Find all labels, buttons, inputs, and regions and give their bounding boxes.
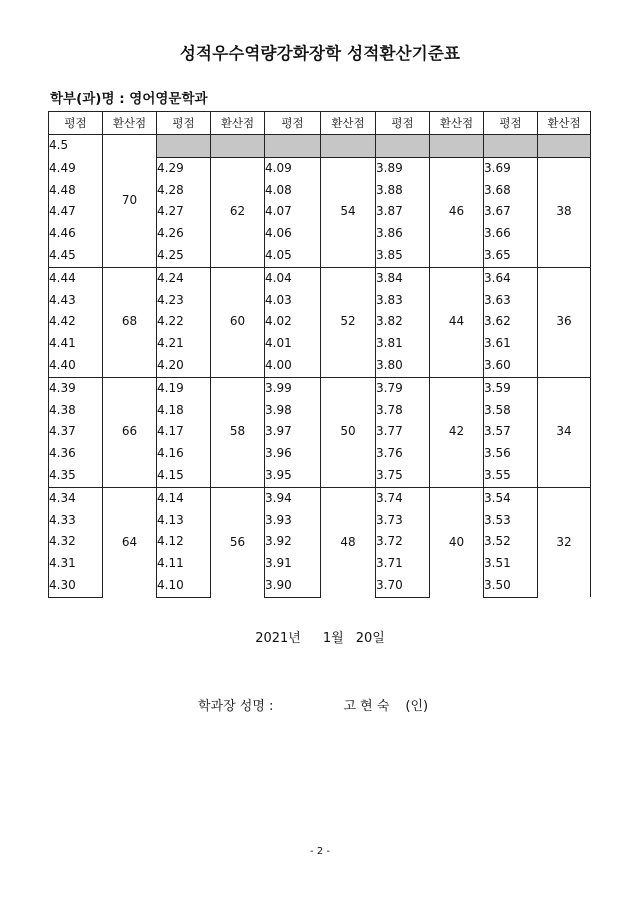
grade-cell: 3.62 [484, 311, 538, 333]
grade-cell: 3.64 [484, 267, 538, 289]
grade-cell: 4.35 [49, 465, 103, 487]
score-cell: 54 [321, 157, 376, 267]
header-cell: 환산점 [538, 112, 591, 135]
grade-cell: 3.94 [265, 487, 321, 509]
grade-cell: 3.79 [376, 377, 430, 399]
header-cell: 평점 [484, 112, 538, 135]
header-cell: 환산점 [321, 112, 376, 135]
score-cell: 50 [321, 377, 376, 487]
grade-cell: 3.58 [484, 400, 538, 422]
grade-cell: 4.23 [157, 290, 211, 312]
grade-cell: 4.10 [157, 575, 211, 597]
grade-cell: 3.82 [376, 311, 430, 333]
grade-cell: 3.71 [376, 553, 430, 575]
grade-cell: 4.19 [157, 377, 211, 399]
grade-cell: 3.67 [484, 201, 538, 223]
document-date [0, 627, 640, 646]
grade-cell: 3.85 [376, 245, 430, 267]
grade-cell: 4.32 [49, 531, 103, 553]
grade-cell: 4.45 [49, 245, 103, 267]
grade-cell: 3.77 [376, 421, 430, 443]
grade-cell: 4.15 [157, 465, 211, 487]
header-cell: 환산점 [103, 112, 157, 135]
signature-line [198, 695, 428, 714]
document-title: 성적우수역량강화장학 성적환산기준표 [179, 44, 461, 63]
grade-cell: 4.47 [49, 201, 103, 223]
grade-cell: 3.63 [484, 290, 538, 312]
header-row [49, 112, 591, 135]
grade-cell: 3.51 [484, 553, 538, 575]
shaded-cell [157, 135, 211, 158]
grade-cell: 3.93 [265, 510, 321, 532]
grade-cell: 3.72 [376, 531, 430, 553]
grade-cell: 4.33 [49, 510, 103, 532]
grade-cell: 4.41 [49, 333, 103, 355]
score-cell: 32 [538, 487, 591, 597]
score-cell: 68 [103, 267, 157, 377]
score-cell: 64 [103, 487, 157, 597]
grade-cell: 3.66 [484, 223, 538, 245]
header-cell: 환산점 [430, 112, 484, 135]
table-row [49, 487, 591, 509]
grade-cell: 4.42 [49, 311, 103, 333]
grade-cell: 3.89 [376, 157, 430, 179]
date-month: 1월 [322, 631, 344, 646]
grade-cell: 3.91 [265, 553, 321, 575]
grade-cell: 4.46 [49, 223, 103, 245]
grade-cell: 4.34 [49, 487, 103, 509]
score-cell: 38 [538, 157, 591, 267]
score-cell: 36 [538, 267, 591, 377]
grade-cell: 4.00 [265, 355, 321, 377]
grade-cell: 3.57 [484, 421, 538, 443]
grade-cell: 3.84 [376, 267, 430, 289]
shaded-cell [321, 135, 376, 158]
grade-cell: 3.56 [484, 443, 538, 465]
grade-cell: 3.95 [265, 465, 321, 487]
grade-cell: 4.18 [157, 400, 211, 422]
grade-cell: 3.90 [265, 575, 321, 597]
grade-cell: 3.60 [484, 355, 538, 377]
grade-cell: 3.88 [376, 180, 430, 202]
shaded-cell [265, 135, 321, 158]
score-cell: 52 [321, 267, 376, 377]
date-day: 20일 [355, 631, 385, 646]
table-row [49, 267, 591, 289]
grade-cell: 3.97 [265, 421, 321, 443]
grade-cell: 4.26 [157, 223, 211, 245]
grade-cell: 3.96 [265, 443, 321, 465]
header-cell: 평점 [49, 112, 103, 135]
shaded-cell [484, 135, 538, 158]
signature-label: 학과장 성명 : [198, 699, 274, 714]
grade-cell: 3.99 [265, 377, 321, 399]
grade-cell: 4.49 [49, 157, 103, 179]
grade-cell: 3.68 [484, 180, 538, 202]
table-row [49, 377, 591, 399]
grade-cell: 4.28 [157, 180, 211, 202]
score-cell: 44 [430, 267, 484, 377]
department-label: 학부(과)명 : 영어영문학과 [50, 91, 208, 107]
shaded-cell [211, 135, 265, 158]
grade-cell: 4.14 [157, 487, 211, 509]
grade-cell: 4.38 [49, 400, 103, 422]
grade-cell: 4.07 [265, 201, 321, 223]
grade-cell: 4.16 [157, 443, 211, 465]
shaded-cell [538, 135, 591, 158]
grade-cell: 4.12 [157, 531, 211, 553]
grade-cell: 4.36 [49, 443, 103, 465]
score-cell: 34 [538, 377, 591, 487]
grade-cell: 4.04 [265, 267, 321, 289]
grade-cell: 3.61 [484, 333, 538, 355]
grade-cell: 3.73 [376, 510, 430, 532]
shaded-cell [376, 135, 430, 158]
grade-cell: 3.50 [484, 575, 538, 597]
grade-cell: 3.65 [484, 245, 538, 267]
grade-cell: 4.06 [265, 223, 321, 245]
grade-cell: 4.39 [49, 377, 103, 399]
grade-cell: 4.22 [157, 311, 211, 333]
score-cell: 46 [430, 157, 484, 267]
grade-cell: 3.70 [376, 575, 430, 597]
grade-cell: 4.13 [157, 510, 211, 532]
grade-cell: 4.21 [157, 333, 211, 355]
grade-cell: 3.74 [376, 487, 430, 509]
header-cell: 평점 [376, 112, 430, 135]
grade-cell: 3.69 [484, 157, 538, 179]
score-cell: 40 [430, 487, 484, 597]
grade-cell: 4.11 [157, 553, 211, 575]
grade-cell: 3.87 [376, 201, 430, 223]
grade-cell: 4.43 [49, 290, 103, 312]
grade-cell: 3.59 [484, 377, 538, 399]
grade-cell: 4.09 [265, 157, 321, 179]
grade-cell: 4.30 [49, 575, 103, 597]
header-cell: 환산점 [211, 112, 265, 135]
grade-cell: 3.92 [265, 531, 321, 553]
score-cell: 42 [430, 377, 484, 487]
grade-cell: 4.5 [49, 135, 103, 158]
grade-cell: 4.25 [157, 245, 211, 267]
grade-cell: 3.76 [376, 443, 430, 465]
score-cell: 58 [211, 377, 265, 487]
header-cell: 평점 [265, 112, 321, 135]
grade-cell: 3.81 [376, 333, 430, 355]
grade-cell: 4.27 [157, 201, 211, 223]
grade-cell: 3.78 [376, 400, 430, 422]
grade-cell: 4.01 [265, 333, 321, 355]
grade-cell: 4.02 [265, 311, 321, 333]
grade-cell: 3.52 [484, 531, 538, 553]
grade-cell: 3.55 [484, 465, 538, 487]
grade-cell: 4.31 [49, 553, 103, 575]
score-cell: 66 [103, 377, 157, 487]
grade-cell: 4.29 [157, 157, 211, 179]
header-cell: 평점 [157, 112, 211, 135]
shaded-cell [430, 135, 484, 158]
grade-cell: 3.53 [484, 510, 538, 532]
grade-cell: 3.54 [484, 487, 538, 509]
grade-cell: 4.08 [265, 180, 321, 202]
score-cell: 56 [211, 487, 265, 597]
score-cell: 70 [103, 135, 157, 268]
date-year: 2021년 [255, 631, 301, 646]
page-number: - 2 - [310, 846, 330, 857]
grade-conversion-table [48, 111, 591, 598]
grade-cell: 4.05 [265, 245, 321, 267]
grade-cell: 3.86 [376, 223, 430, 245]
grade-cell: 4.17 [157, 421, 211, 443]
grade-cell: 4.20 [157, 355, 211, 377]
grade-cell: 4.40 [49, 355, 103, 377]
grade-cell: 3.98 [265, 400, 321, 422]
table-row [49, 135, 591, 158]
grade-cell: 3.80 [376, 355, 430, 377]
grade-cell: 4.37 [49, 421, 103, 443]
signature-name: 고 현 숙 [343, 699, 390, 714]
score-cell: 60 [211, 267, 265, 377]
score-cell: 62 [211, 157, 265, 267]
signature-seal: (인) [405, 699, 429, 714]
score-cell: 48 [321, 487, 376, 597]
grade-cell: 4.44 [49, 267, 103, 289]
grade-cell: 4.03 [265, 290, 321, 312]
grade-cell: 4.24 [157, 267, 211, 289]
grade-cell: 3.75 [376, 465, 430, 487]
grade-cell: 3.83 [376, 290, 430, 312]
grade-cell: 4.48 [49, 180, 103, 202]
